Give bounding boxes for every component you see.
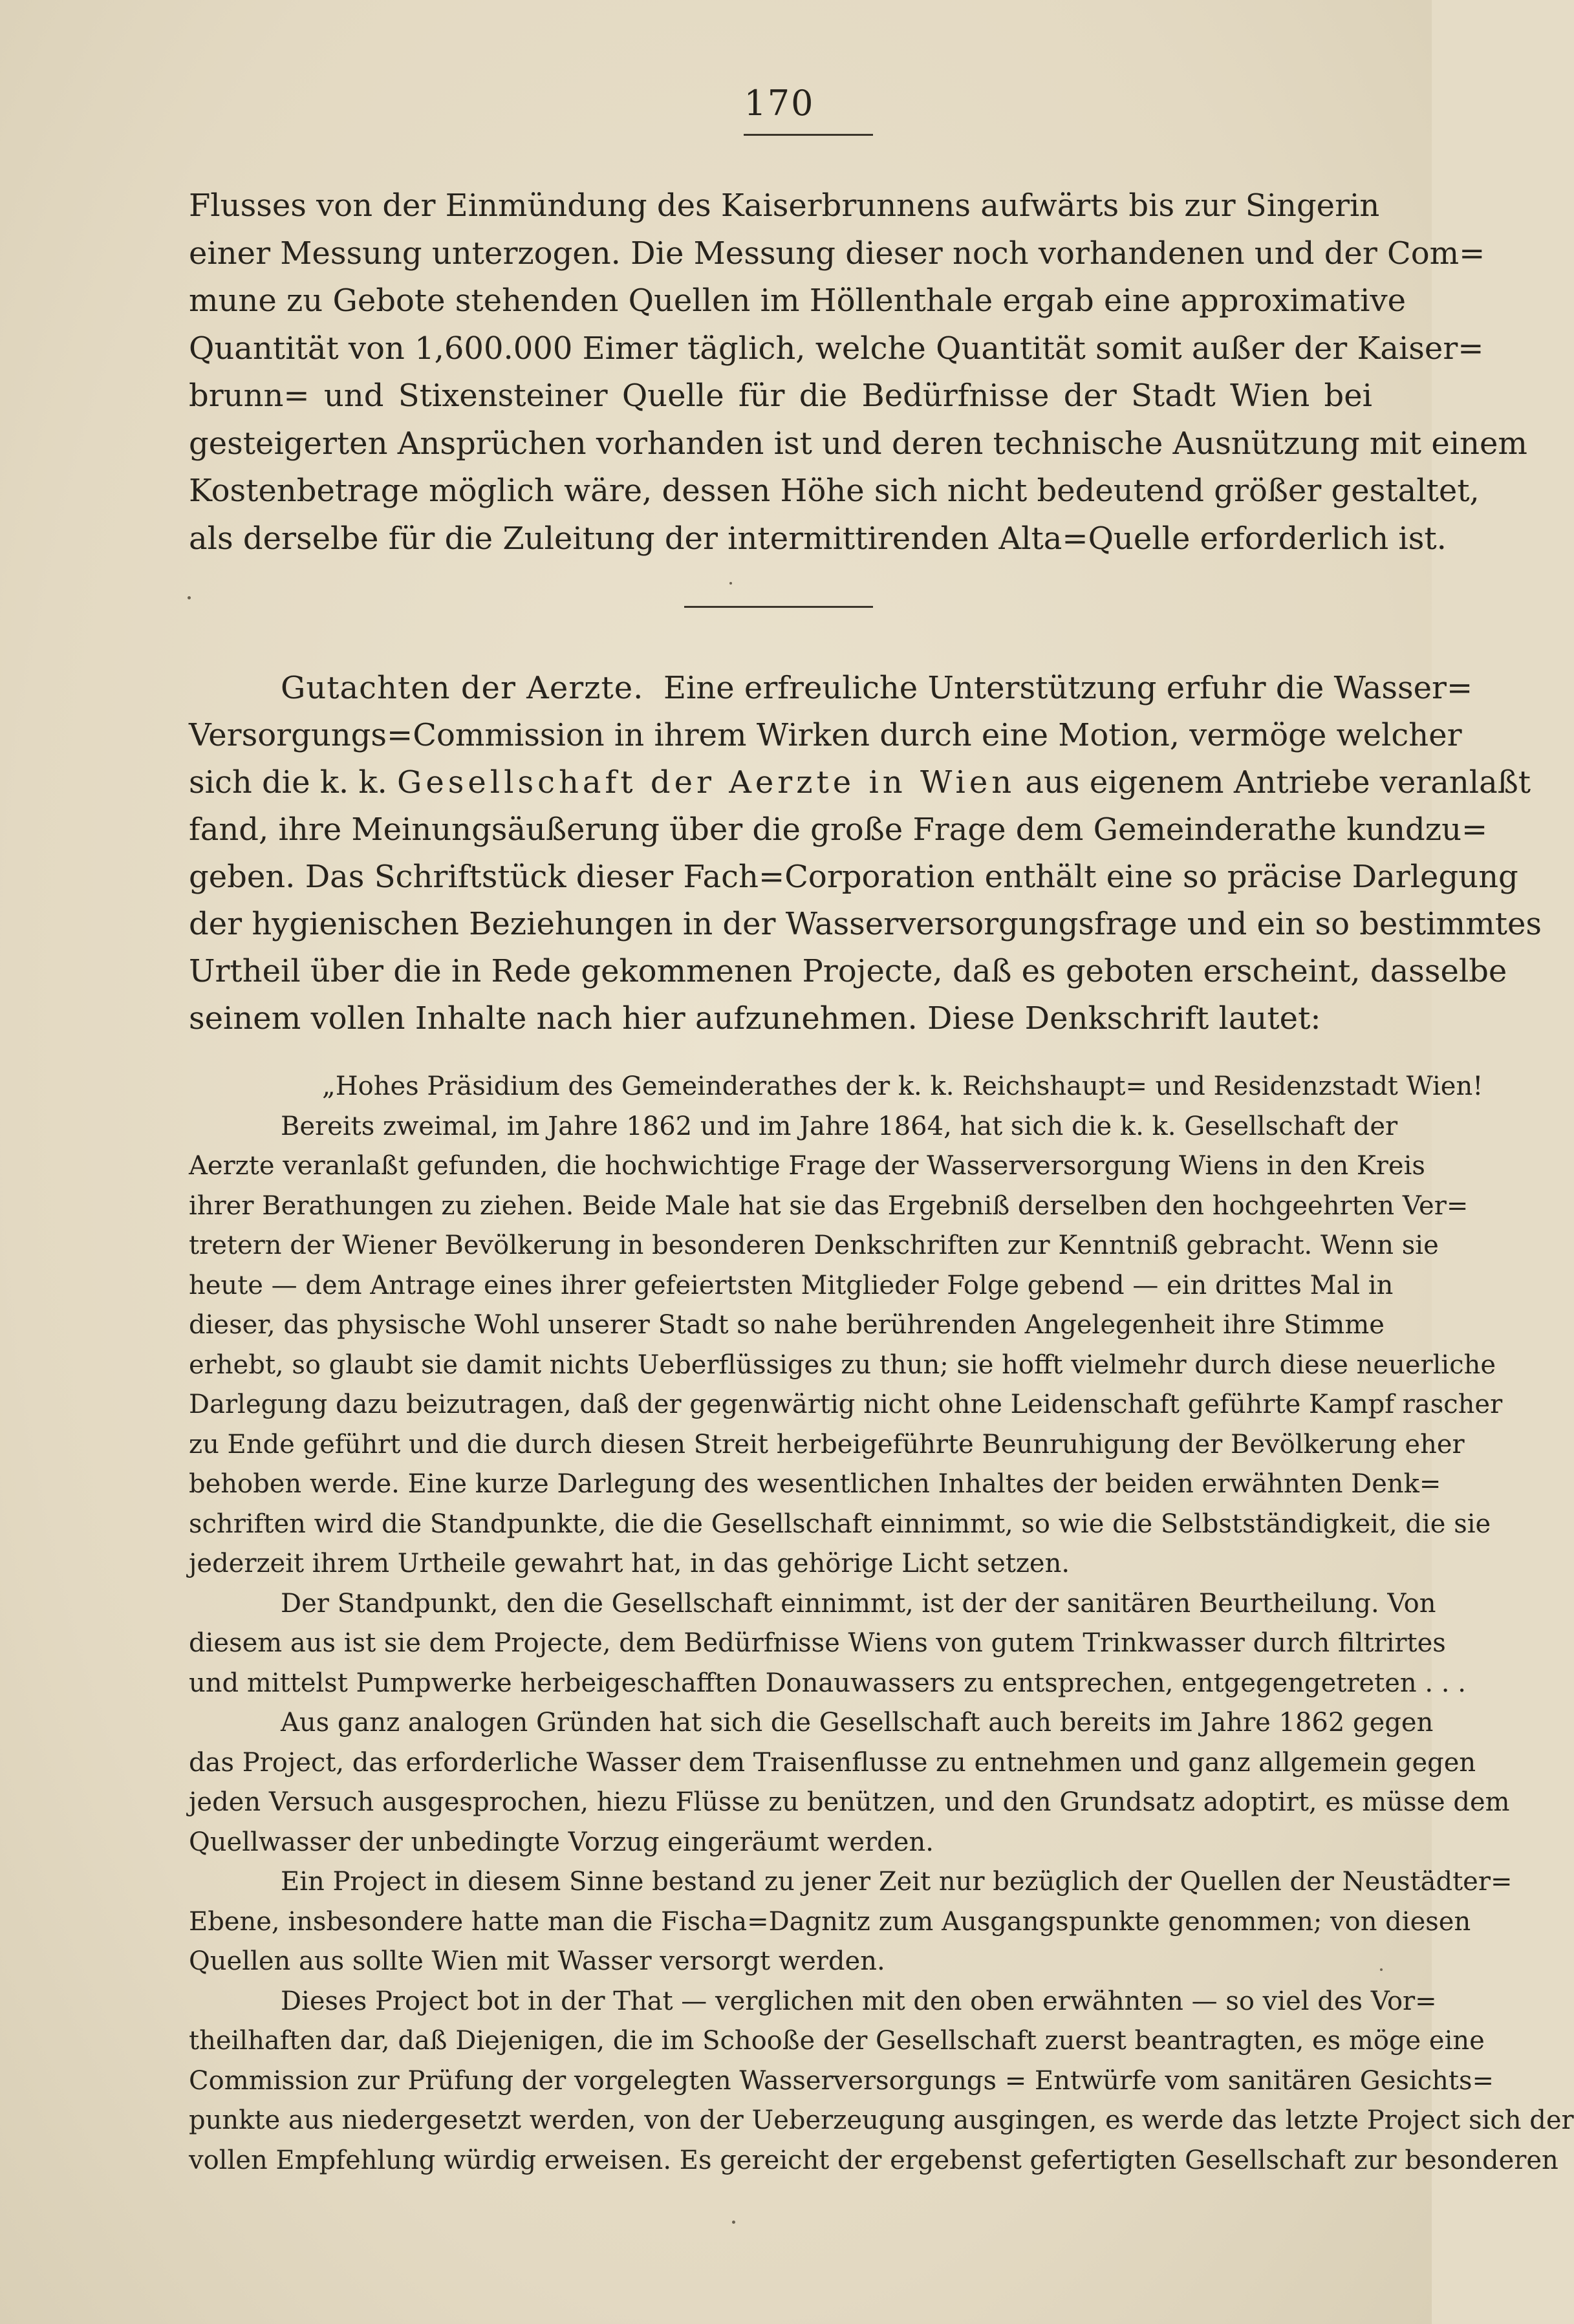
paper-speck	[729, 582, 732, 585]
quote-line: Commission zur Prüfung der vorgelegten Wasserversorgungs = Entwürfe vom sanitären Gesichts=	[189, 2065, 1494, 2096]
quote-line: diesem aus ist sie dem Projecte, dem Bedürfnisse Wiens von gutem Trinkwasser durch filtrirtes	[189, 1628, 1446, 1658]
quote-line: tretern der Wiener Bevölkerung in besonderen Denkschriften zur Kenntniß gebracht. Wenn sie	[189, 1231, 1439, 1260]
quote-line: Quellen aus sollte Wien mit Wasser versorgt werden.	[189, 1946, 885, 1976]
text-fragment: aus eigenem Antriebe veranlaßt	[1025, 764, 1531, 801]
text-line: geben. Das Schriftstück dieser Fach=Corporation enthält eine so präcise Darlegung	[189, 859, 1518, 895]
memorandum-salutation: „Hohes Präsidium des Gemeinderathes der k. k. Reichshaupt= und Residenzstadt Wien!	[322, 1071, 1483, 1101]
quote-line: schriften wird die Standpunkte, die die Gesellschaft einnimmt, so wie die Selbstständigkeit, die sie	[189, 1509, 1491, 1539]
text-line: gesteigerten Ansprüchen vorhanden ist und deren technische Ausnützung mit einem	[189, 425, 1527, 462]
section-divider	[684, 606, 873, 608]
quote-line: Ebene, insbesondere hatte man die Fischa=Dagnitz zum Ausgangspunkte genommen; von diesen	[189, 1906, 1471, 1937]
quote-line: zu Ende geführt und die durch diesen Streit herbeigeführte Beunruhigung der Bevölkerung eher	[189, 1429, 1465, 1459]
text-line: als derselbe für die Zuleitung der intermittirenden Alta=Quelle erforderlich ist.	[189, 520, 1447, 557]
text-line	[189, 665, 1473, 712]
section-heading: Gutachten der Aerzte.	[281, 670, 644, 706]
quoted-memorandum	[189, 1067, 1574, 2180]
text-line: mune zu Gebote stehenden Quellen im Höllenthale ergab eine approximative	[189, 283, 1407, 319]
quote-line: heute — dem Antrage eines ihrer gefeiertsten Mitglieder Folge gebend — ein drittes Mal in	[189, 1270, 1394, 1300]
text-line: Quantität von 1,600.000 Eimer täglich, welche Quantität somit außer der Kaiser=	[189, 330, 1484, 367]
quote-line: erhebt, so glaubt sie damit nichts Ueberflüssiges zu thun; sie hofft vielmehr durch diese neuerliche	[189, 1350, 1496, 1380]
text-line	[189, 759, 1531, 806]
quote-line: Ein Project in diesem Sinne bestand zu jener Zeit nur bezüglich der Quellen der Neustädter=	[281, 1867, 1513, 1897]
text-line: brunn= und Stixensteiner Quelle für die Bedürfnisse der Stadt Wien bei	[189, 378, 1372, 414]
text-fragment: Eine erfreuliche Unterstützung erfuhr die Wasser=	[663, 670, 1473, 706]
quote-line: jeden Versuch ausgesprochen, hiezu Flüsse zu benützen, und den Grundsatz adoptirt, es müsse dem	[189, 1787, 1510, 1817]
page-number: 170	[744, 83, 815, 124]
quote-line: das Project, das erforderliche Wasser dem Traisenflusse zu entnehmen und ganz allgemein gegen	[189, 1747, 1476, 1778]
text-line: der hygienischen Beziehungen in der Wasserversorgungsfrage und ein so bestimmtes	[189, 906, 1542, 942]
text-line: einer Messung unterzogen. Die Messung dieser noch vorhandenen und der Com=	[189, 235, 1485, 272]
quote-line: Dieses Project bot in der That — verglichen mit den oben erwähnten — so viel des Vor=	[281, 1986, 1437, 2016]
paper-speck	[188, 596, 191, 599]
quote-line: behoben werde. Eine kurze Darlegung des wesentlichen Inhaltes der beiden erwähnten Denk=	[189, 1469, 1441, 1499]
section-paragraph	[189, 665, 1542, 1042]
quote-line: und mittelst Pumpwerke herbeigeschafften Donauwassers zu entsprechen, entgegengetreten . . .	[189, 1668, 1466, 1698]
text-line: Urtheil über die in Rede gekommenen Projecte, daß es geboten erscheint, dasselbe	[189, 953, 1507, 989]
quote-line: Bereits zweimal, im Jahre 1862 und im Jahre 1864, hat sich die k. k. Gesellschaft der	[281, 1111, 1398, 1141]
quote-line: vollen Empfehlung würdig erweisen. Es gereicht der ergebenst gefertigten Gesellschaft zur besonderen	[189, 2145, 1558, 2175]
text-line: Kostenbetrage möglich wäre, dessen Höhe sich nicht bedeutend größer gestaltet,	[189, 473, 1480, 509]
paper-speck	[1380, 1968, 1383, 1971]
quote-line: punkte aus niedergesetzt werden, von der Ueberzeugung ausgingen, es werde das letzte Project sich der	[189, 2105, 1574, 2135]
quote-line: theilhaften dar, daß Diejenigen, die im Schooße der Gesellschaft zuerst beantragten, es möge eine	[189, 2026, 1485, 2056]
text-line: Versorgungs=Commission in ihrem Wirken durch eine Motion, vermöge welcher	[189, 717, 1462, 753]
text-line: Flusses von der Einmündung des Kaiserbrunnens aufwärts bis zur Singerin	[189, 188, 1380, 224]
text-line: fand, ihre Meinungsäußerung über die große Frage dem Gemeinderathe kundzu=	[189, 812, 1488, 848]
society-name: Gesellschaft der Aerzte in Wien	[397, 764, 1016, 801]
quote-line: jederzeit ihrem Urtheile gewahrt hat, in das gehörige Licht setzen.	[189, 1549, 1070, 1578]
text-fragment: sich die k. k.	[189, 764, 387, 801]
quote-line: ihrer Berathungen zu ziehen. Beide Male hat sie das Ergebniß derselben den hochgeehrten Ver=	[189, 1190, 1469, 1221]
quote-line: dieser, das physische Wohl unserer Stadt so nahe berührenden Angelegenheit ihre Stimme	[189, 1310, 1385, 1340]
quote-line: Aus ganz analogen Gründen hat sich die Gesellschaft auch bereits im Jahre 1862 gegen	[281, 1708, 1434, 1738]
quote-line: Der Standpunkt, den die Gesellschaft einnimmt, ist der der sanitären Beurtheilung. Von	[281, 1588, 1436, 1619]
top-paragraph	[189, 182, 1527, 563]
header-rule	[744, 134, 873, 136]
quote-line: Quellwasser der unbedingte Vorzug eingeräumt werden.	[189, 1827, 934, 1857]
quote-line: Darlegung dazu beizutragen, daß der gegenwärtig nicht ohne Leidenschaft geführte Kampf rascher	[189, 1390, 1503, 1419]
quote-line: Aerzte veranlaßt gefunden, die hochwichtige Frage der Wasserversorgung Wiens in den Kreis	[189, 1151, 1425, 1181]
text-line: seinem vollen Inhalte nach hier aufzunehmen. Diese Denkschrift lautet:	[189, 1000, 1321, 1037]
paper-speck	[732, 2221, 735, 2224]
